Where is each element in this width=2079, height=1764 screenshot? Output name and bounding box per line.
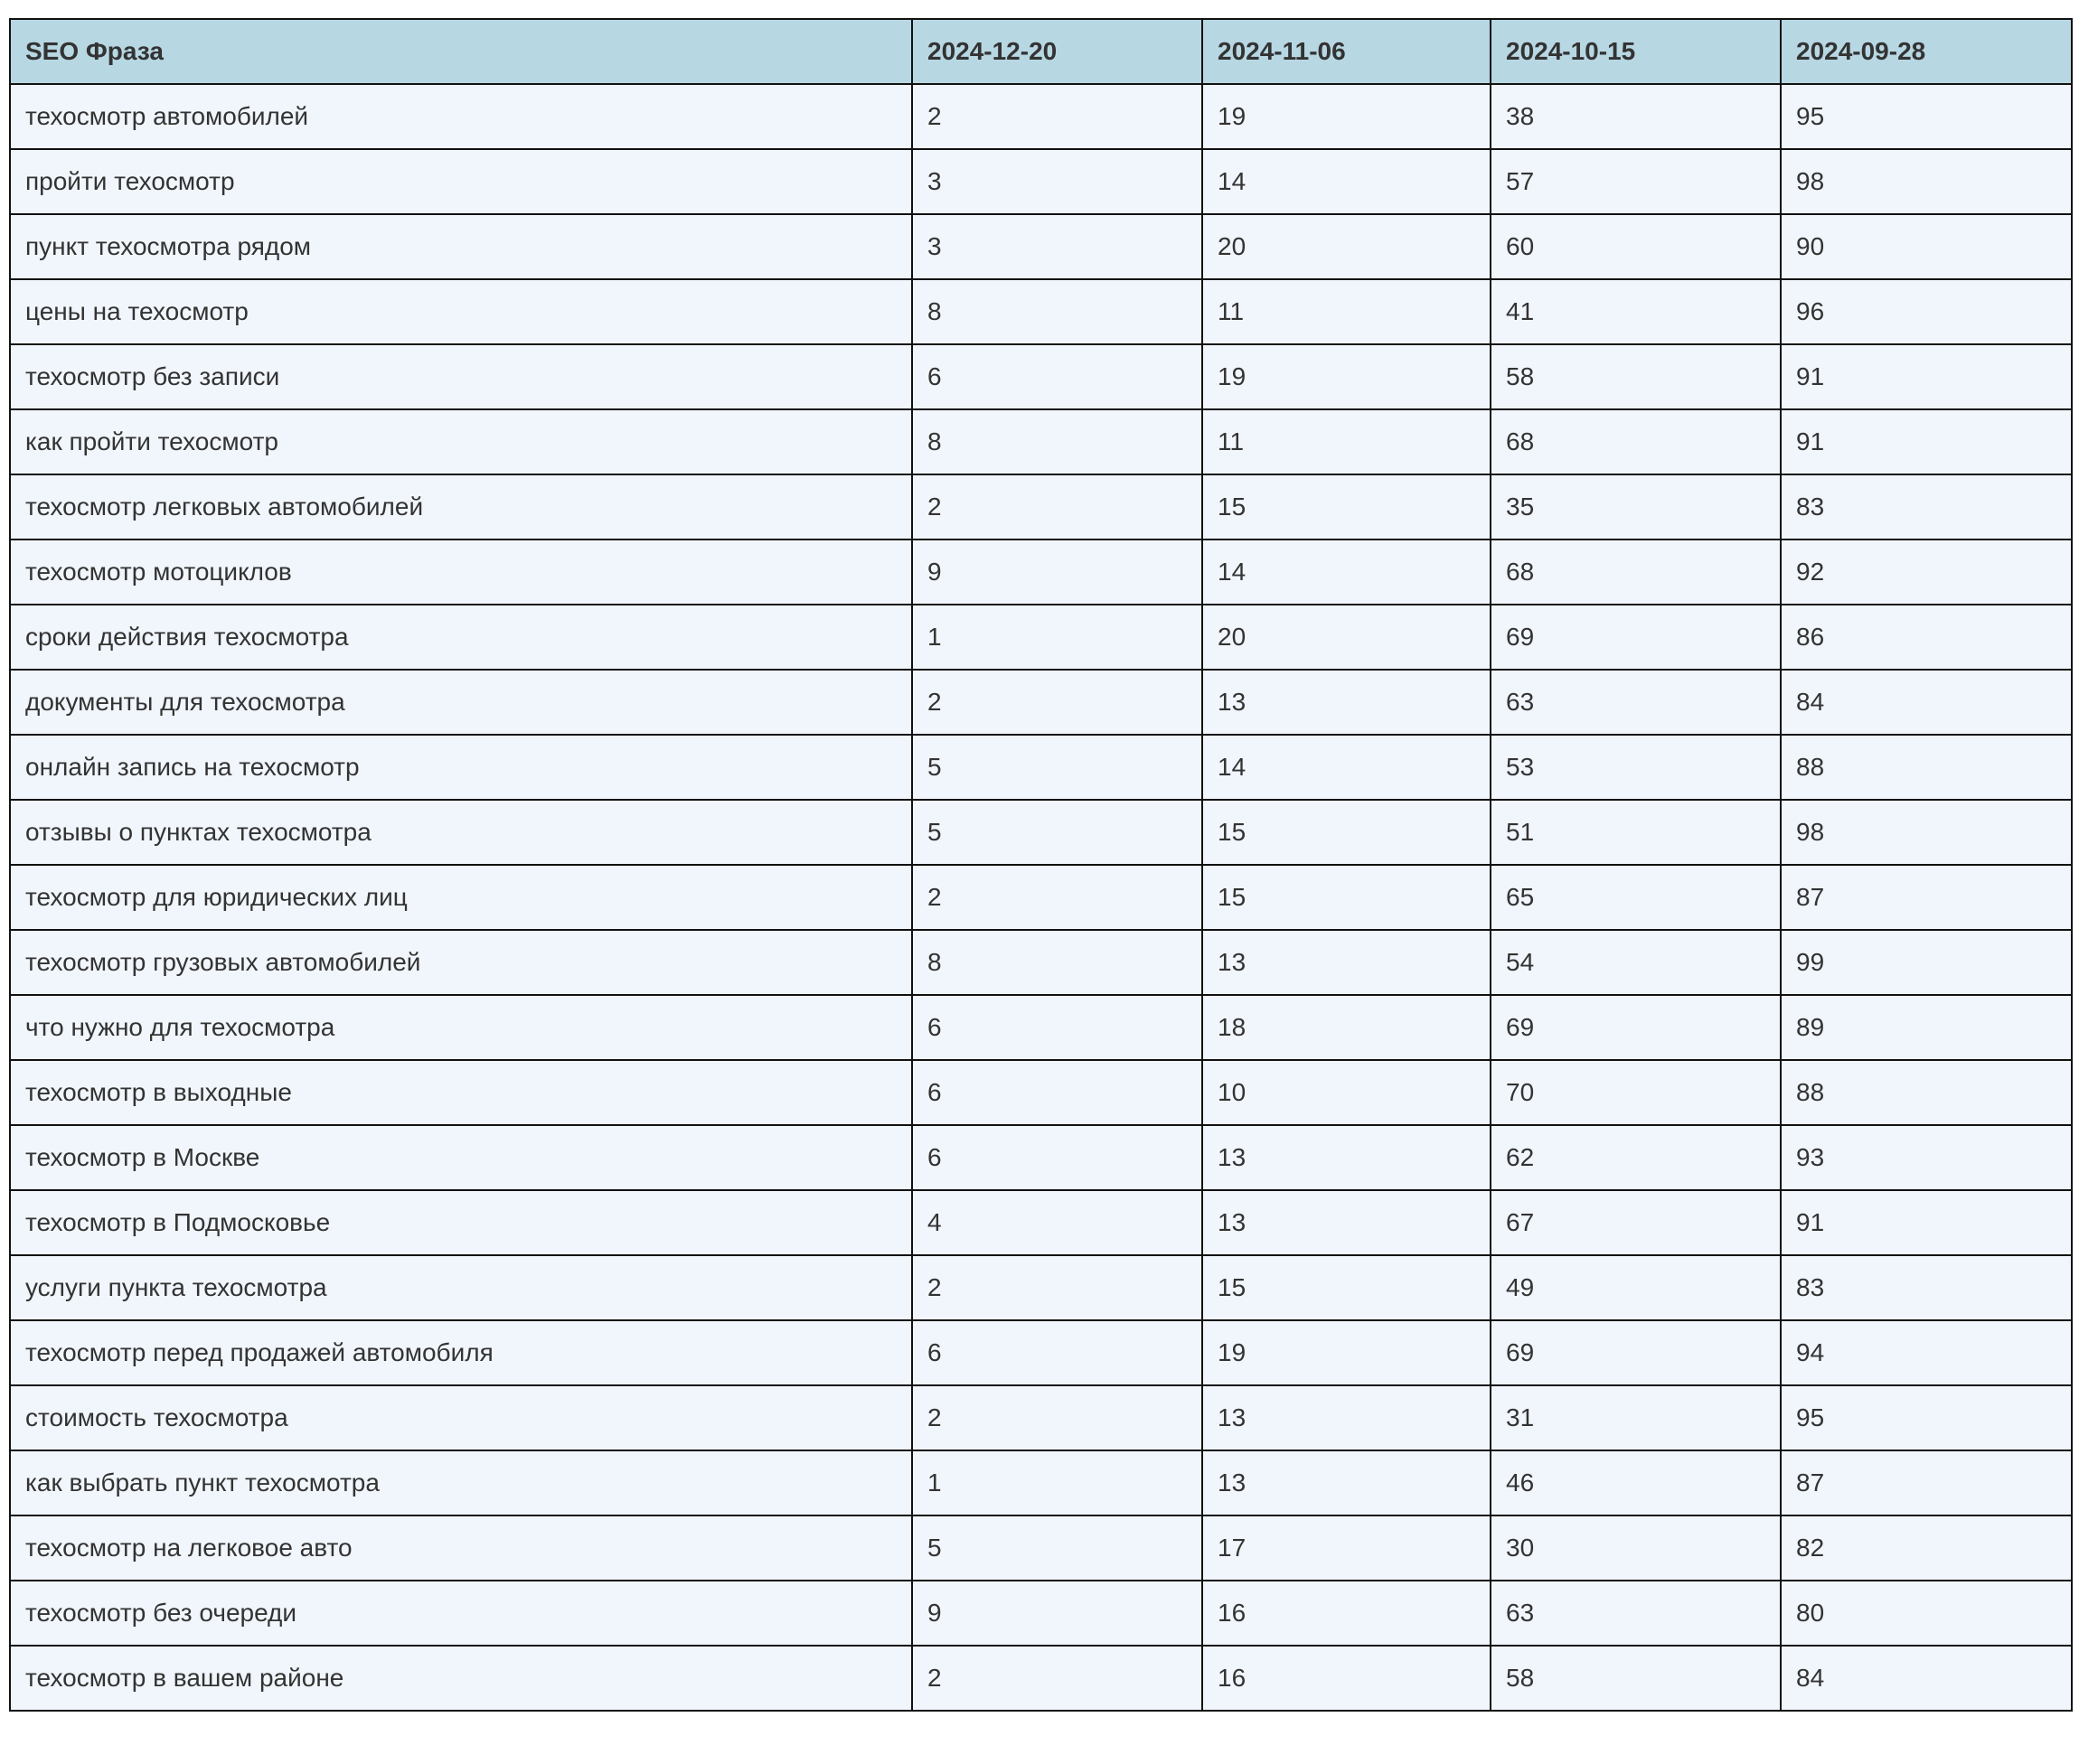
phrase-cell: что нужно для техосмотра [10, 995, 912, 1060]
position-cell: 2 [912, 474, 1202, 540]
position-cell: 96 [1781, 279, 2072, 344]
table-row [10, 84, 2072, 149]
position-cell: 87 [1781, 865, 2072, 930]
table-body [10, 84, 2072, 1711]
position-cell: 5 [912, 800, 1202, 865]
position-cell: 2 [912, 865, 1202, 930]
position-cell: 95 [1781, 84, 2072, 149]
position-cell: 94 [1781, 1320, 2072, 1385]
position-cell: 6 [912, 1320, 1202, 1385]
table-row [10, 540, 2072, 605]
position-cell: 2 [912, 1385, 1202, 1450]
phrase-cell: техосмотр в выходные [10, 1060, 912, 1125]
position-cell: 1 [912, 605, 1202, 670]
phrase-cell: техосмотр для юридических лиц [10, 865, 912, 930]
position-cell: 2 [912, 670, 1202, 735]
column-header-phrase: SEO Фраза [10, 19, 912, 84]
position-cell: 20 [1202, 605, 1491, 670]
phrase-cell: цены на техосмотр [10, 279, 912, 344]
phrase-cell: техосмотр автомобилей [10, 84, 912, 149]
position-cell: 65 [1491, 865, 1781, 930]
position-cell: 58 [1491, 344, 1781, 409]
position-cell: 6 [912, 1125, 1202, 1190]
table-row [10, 344, 2072, 409]
position-cell: 14 [1202, 149, 1491, 214]
position-cell: 93 [1781, 1125, 2072, 1190]
position-cell: 2 [912, 1255, 1202, 1320]
position-cell: 13 [1202, 1125, 1491, 1190]
table-row [10, 605, 2072, 670]
table-row [10, 1190, 2072, 1255]
position-cell: 88 [1781, 735, 2072, 800]
seo-positions-table [9, 18, 2073, 1712]
position-cell: 15 [1202, 474, 1491, 540]
phrase-cell: сроки действия техосмотра [10, 605, 912, 670]
position-cell: 2 [912, 84, 1202, 149]
phrase-cell: услуги пункта техосмотра [10, 1255, 912, 1320]
position-cell: 20 [1202, 214, 1491, 279]
phrase-cell: стоимость техосмотра [10, 1385, 912, 1450]
position-cell: 9 [912, 540, 1202, 605]
column-header-date: 2024-12-20 [912, 19, 1202, 84]
position-cell: 8 [912, 409, 1202, 474]
table-row [10, 1581, 2072, 1646]
table-row [10, 279, 2072, 344]
phrase-cell: пройти техосмотр [10, 149, 912, 214]
seo-table-container [9, 18, 2073, 1712]
phrase-cell: техосмотр в Подмосковье [10, 1190, 912, 1255]
position-cell: 15 [1202, 800, 1491, 865]
position-cell: 3 [912, 149, 1202, 214]
position-cell: 30 [1491, 1515, 1781, 1581]
position-cell: 80 [1781, 1581, 2072, 1646]
position-cell: 86 [1781, 605, 2072, 670]
position-cell: 91 [1781, 344, 2072, 409]
table-row [10, 474, 2072, 540]
phrase-cell: техосмотр перед продажей автомобиля [10, 1320, 912, 1385]
position-cell: 1 [912, 1450, 1202, 1515]
column-header-date: 2024-09-28 [1781, 19, 2072, 84]
position-cell: 2 [912, 1646, 1202, 1711]
position-cell: 84 [1781, 670, 2072, 735]
column-header-date: 2024-10-15 [1491, 19, 1781, 84]
position-cell: 6 [912, 344, 1202, 409]
table-row [10, 995, 2072, 1060]
phrase-cell: техосмотр без записи [10, 344, 912, 409]
position-cell: 16 [1202, 1646, 1491, 1711]
position-cell: 60 [1491, 214, 1781, 279]
position-cell: 69 [1491, 605, 1781, 670]
position-cell: 13 [1202, 1450, 1491, 1515]
position-cell: 91 [1781, 1190, 2072, 1255]
table-row [10, 670, 2072, 735]
position-cell: 15 [1202, 865, 1491, 930]
position-cell: 63 [1491, 1581, 1781, 1646]
position-cell: 15 [1202, 1255, 1491, 1320]
table-row [10, 149, 2072, 214]
position-cell: 17 [1202, 1515, 1491, 1581]
position-cell: 70 [1491, 1060, 1781, 1125]
position-cell: 13 [1202, 670, 1491, 735]
position-cell: 63 [1491, 670, 1781, 735]
position-cell: 53 [1491, 735, 1781, 800]
phrase-cell: техосмотр на легковое авто [10, 1515, 912, 1581]
position-cell: 82 [1781, 1515, 2072, 1581]
phrase-cell: техосмотр в Москве [10, 1125, 912, 1190]
position-cell: 13 [1202, 1385, 1491, 1450]
position-cell: 18 [1202, 995, 1491, 1060]
table-row [10, 409, 2072, 474]
position-cell: 54 [1491, 930, 1781, 995]
phrase-cell: как выбрать пункт техосмотра [10, 1450, 912, 1515]
table-header [10, 19, 2072, 84]
position-cell: 84 [1781, 1646, 2072, 1711]
position-cell: 5 [912, 1515, 1202, 1581]
position-cell: 51 [1491, 800, 1781, 865]
position-cell: 99 [1781, 930, 2072, 995]
position-cell: 14 [1202, 735, 1491, 800]
position-cell: 88 [1781, 1060, 2072, 1125]
position-cell: 10 [1202, 1060, 1491, 1125]
table-row [10, 735, 2072, 800]
position-cell: 19 [1202, 1320, 1491, 1385]
phrase-cell: техосмотр в вашем районе [10, 1646, 912, 1711]
position-cell: 92 [1781, 540, 2072, 605]
position-cell: 8 [912, 279, 1202, 344]
position-cell: 13 [1202, 930, 1491, 995]
position-cell: 9 [912, 1581, 1202, 1646]
table-row [10, 1255, 2072, 1320]
position-cell: 68 [1491, 409, 1781, 474]
position-cell: 6 [912, 1060, 1202, 1125]
position-cell: 57 [1491, 149, 1781, 214]
position-cell: 11 [1202, 409, 1491, 474]
position-cell: 87 [1781, 1450, 2072, 1515]
position-cell: 68 [1491, 540, 1781, 605]
position-cell: 58 [1491, 1646, 1781, 1711]
phrase-cell: как пройти техосмотр [10, 409, 912, 474]
position-cell: 69 [1491, 995, 1781, 1060]
position-cell: 41 [1491, 279, 1781, 344]
position-cell: 14 [1202, 540, 1491, 605]
phrase-cell: отзывы о пунктах техосмотра [10, 800, 912, 865]
table-row [10, 1450, 2072, 1515]
table-row [10, 214, 2072, 279]
phrase-cell: онлайн запись на техосмотр [10, 735, 912, 800]
position-cell: 98 [1781, 149, 2072, 214]
table-row [10, 800, 2072, 865]
table-row [10, 1515, 2072, 1581]
position-cell: 38 [1491, 84, 1781, 149]
table-row [10, 1320, 2072, 1385]
position-cell: 98 [1781, 800, 2072, 865]
phrase-cell: документы для техосмотра [10, 670, 912, 735]
position-cell: 83 [1781, 1255, 2072, 1320]
position-cell: 19 [1202, 84, 1491, 149]
position-cell: 8 [912, 930, 1202, 995]
position-cell: 31 [1491, 1385, 1781, 1450]
position-cell: 4 [912, 1190, 1202, 1255]
table-row [10, 865, 2072, 930]
position-cell: 69 [1491, 1320, 1781, 1385]
column-header-date: 2024-11-06 [1202, 19, 1491, 84]
phrase-cell: техосмотр мотоциклов [10, 540, 912, 605]
position-cell: 95 [1781, 1385, 2072, 1450]
position-cell: 5 [912, 735, 1202, 800]
position-cell: 13 [1202, 1190, 1491, 1255]
header-row [10, 19, 2072, 84]
position-cell: 46 [1491, 1450, 1781, 1515]
position-cell: 89 [1781, 995, 2072, 1060]
position-cell: 16 [1202, 1581, 1491, 1646]
position-cell: 91 [1781, 409, 2072, 474]
position-cell: 90 [1781, 214, 2072, 279]
table-row [10, 930, 2072, 995]
position-cell: 19 [1202, 344, 1491, 409]
position-cell: 6 [912, 995, 1202, 1060]
position-cell: 11 [1202, 279, 1491, 344]
table-row [10, 1060, 2072, 1125]
position-cell: 83 [1781, 474, 2072, 540]
phrase-cell: техосмотр без очереди [10, 1581, 912, 1646]
table-row [10, 1385, 2072, 1450]
position-cell: 49 [1491, 1255, 1781, 1320]
position-cell: 67 [1491, 1190, 1781, 1255]
phrase-cell: пункт техосмотра рядом [10, 214, 912, 279]
position-cell: 35 [1491, 474, 1781, 540]
phrase-cell: техосмотр легковых автомобилей [10, 474, 912, 540]
position-cell: 3 [912, 214, 1202, 279]
table-row [10, 1646, 2072, 1711]
position-cell: 62 [1491, 1125, 1781, 1190]
table-row [10, 1125, 2072, 1190]
phrase-cell: техосмотр грузовых автомобилей [10, 930, 912, 995]
